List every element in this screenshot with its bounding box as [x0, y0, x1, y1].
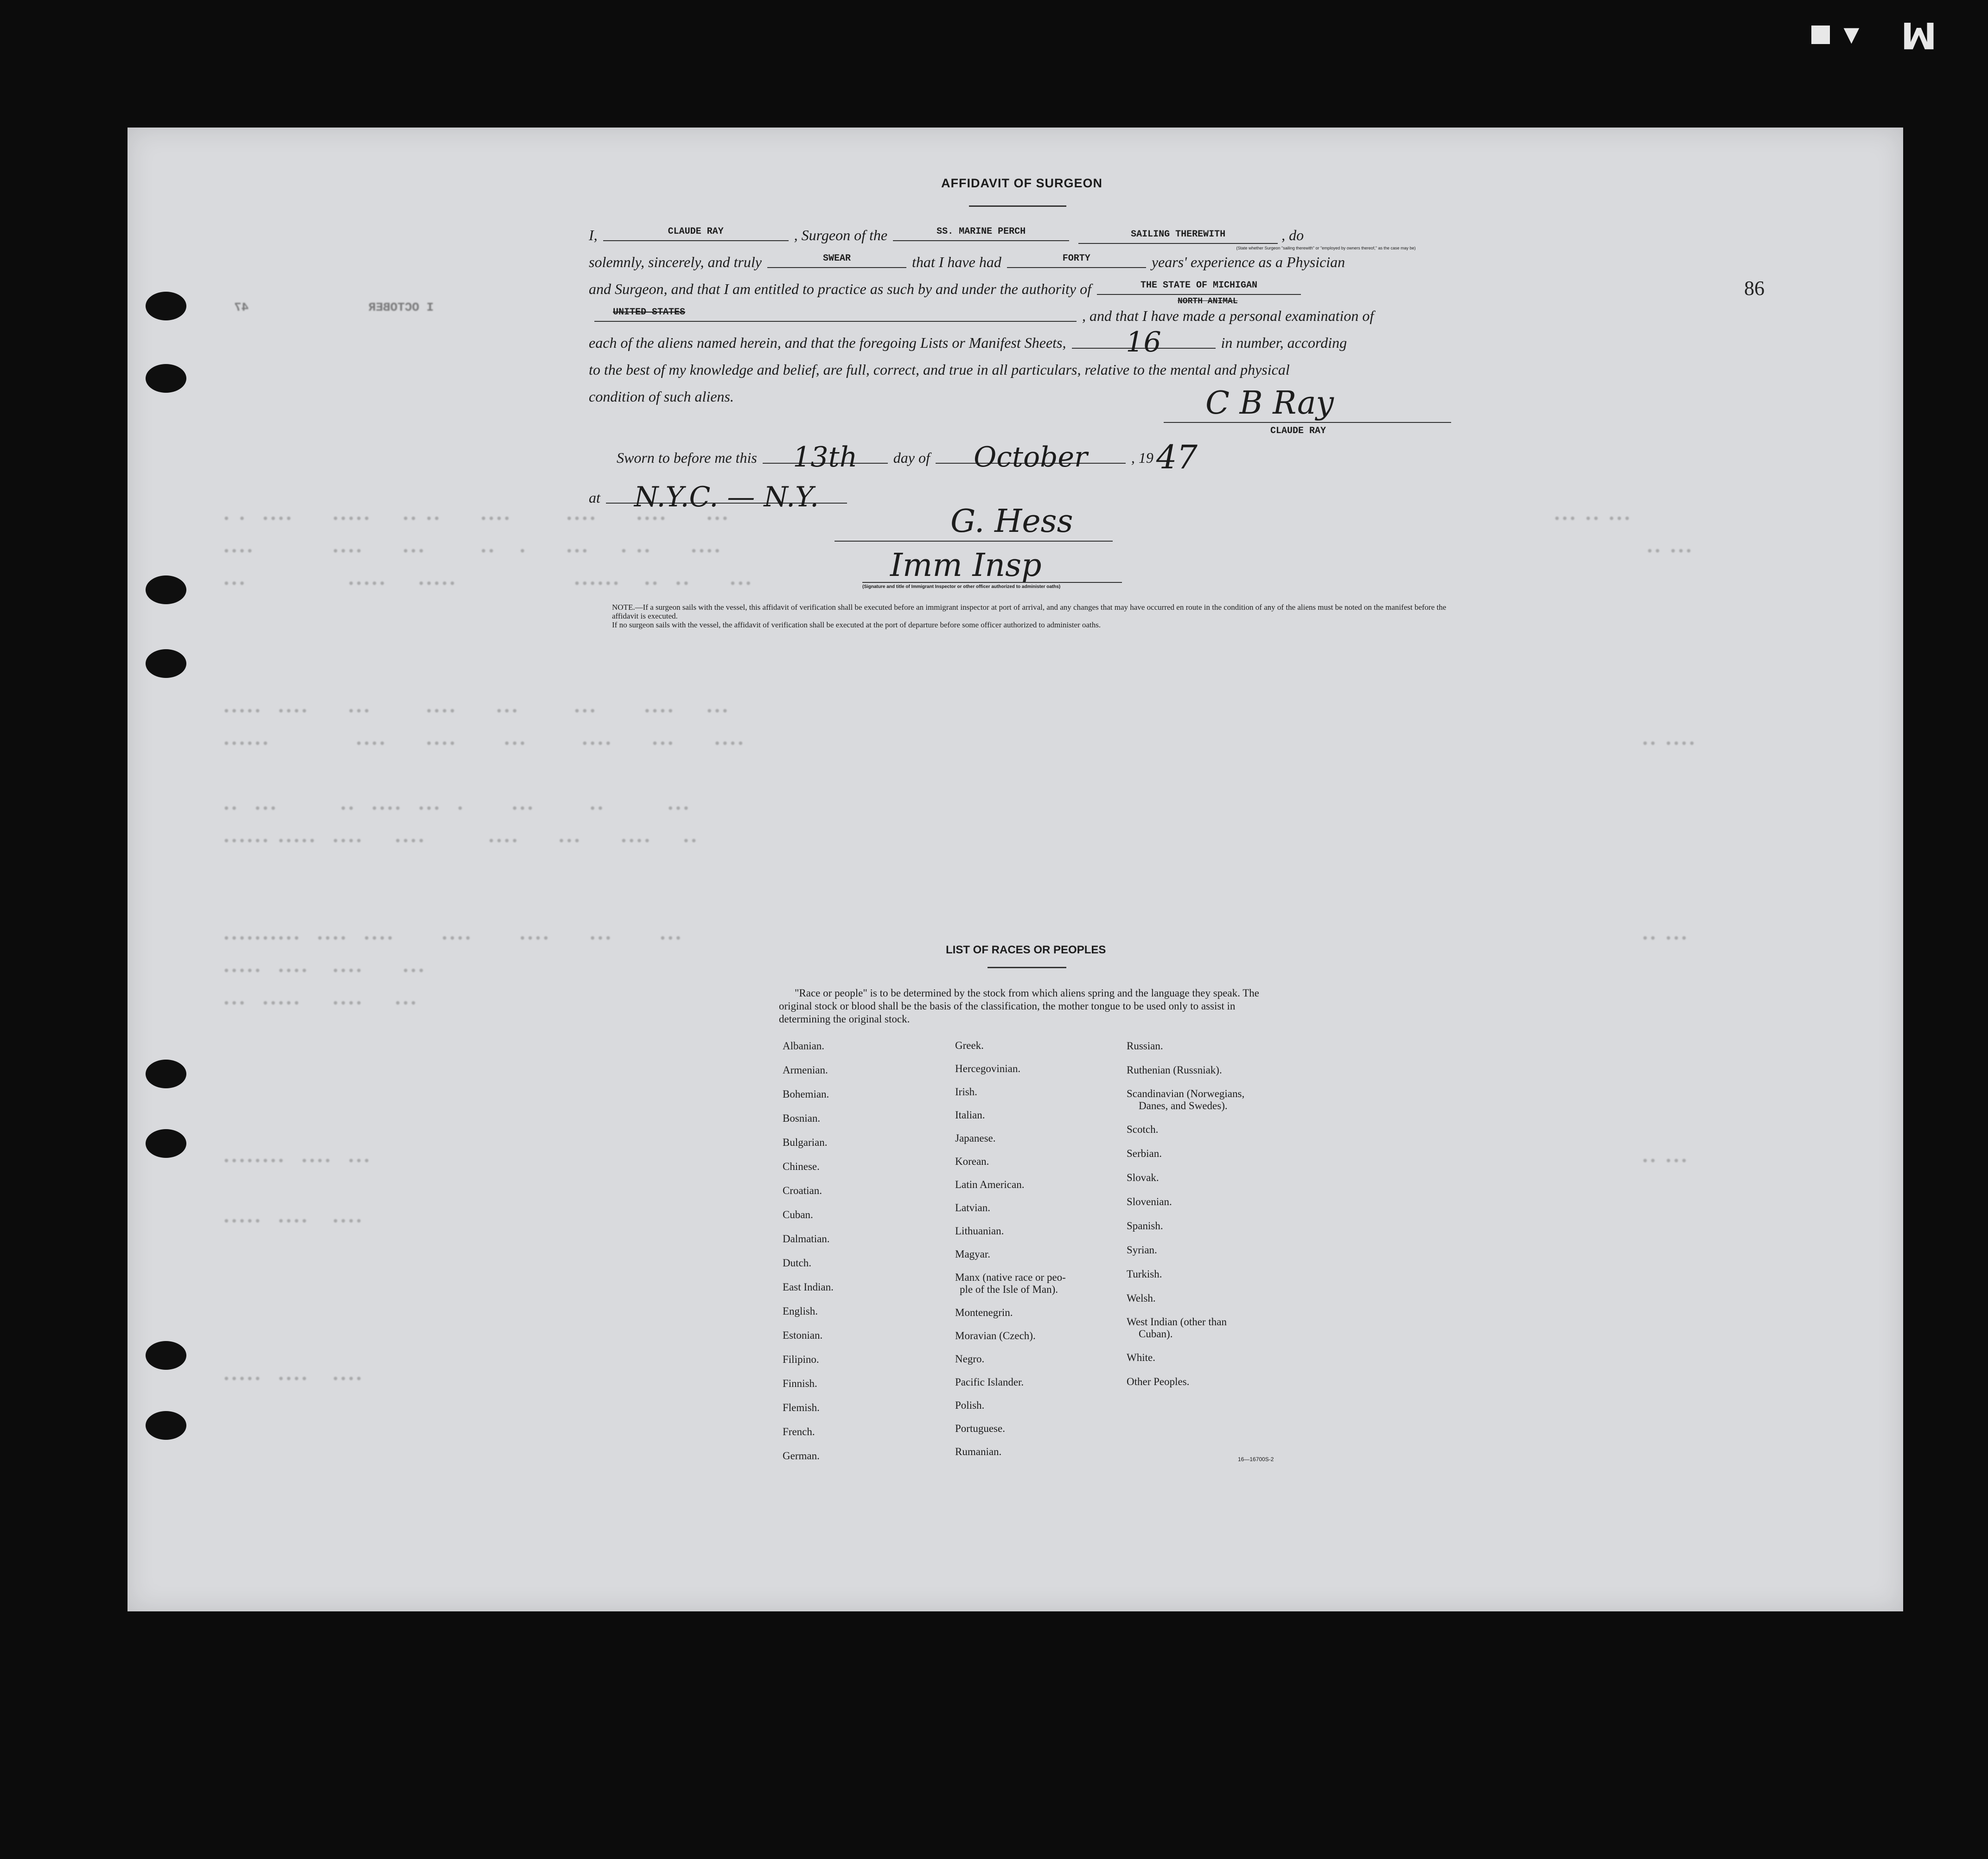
text: and Surgeon, and that I am entitled to practice as such by and under the authority of [589, 281, 1091, 297]
text: solemnly, sincerely, and truly [589, 254, 762, 270]
race-item: Dutch. [783, 1257, 811, 1269]
bleed-through-row: •••••••••• •••• •••• •••• •••• ••• ••• [223, 932, 682, 946]
punch-hole [146, 575, 186, 604]
race-item: Rumanian. [955, 1446, 1002, 1457]
races-rule [988, 967, 1066, 968]
race-item: Moravian (Czech). [955, 1330, 1036, 1342]
surgeon-name-field: CLAUDE RAY [603, 225, 789, 241]
note-label: NOTE. [612, 603, 635, 612]
bleed-through-row: •••••• •••• •••• ••• •••• ••• •••• [223, 737, 745, 752]
race-item: Spanish. [1127, 1220, 1163, 1232]
affidavit-line-2 [589, 245, 1451, 271]
bleed-through-row: •••• •••• ••• •• • ••• • •• •••• [223, 545, 721, 559]
race-item: Cuban. [783, 1209, 813, 1220]
race-item: Serbian. [1127, 1148, 1162, 1159]
bleed-through-row: ••••• •••• •••• [223, 1373, 363, 1387]
affidavit-note [612, 603, 1451, 629]
race-item: French. [783, 1426, 815, 1437]
race-item: Japanese. [955, 1132, 996, 1144]
year-field: 47 [1156, 438, 1198, 476]
text: day of [893, 449, 930, 466]
race-item: English. [783, 1305, 818, 1317]
text: in number, according [1221, 334, 1347, 351]
race-item: Italian. [955, 1109, 985, 1121]
bleed-through-row: ••• •• ••• [1553, 512, 1631, 527]
film-frame-marks [1811, 14, 1937, 56]
surgeon-printed-name: CLAUDE RAY [1270, 426, 1326, 436]
place-line [589, 480, 1451, 513]
race-item: Dalmatian. [783, 1233, 830, 1245]
inspector-signature-line [835, 541, 1113, 542]
races-column-2 [955, 1034, 1066, 1463]
race-item: Syrian. [1127, 1244, 1157, 1256]
mirrored-reverse-number: 47 [234, 300, 249, 314]
race-item: Slovenian. [1127, 1196, 1172, 1207]
sheets-count-field: 16 [1072, 333, 1216, 349]
mirrored-reverse-text: I OCTOBER [369, 300, 434, 314]
text: that I have had [911, 254, 1001, 270]
bleed-through-row: •• ••• [1641, 932, 1688, 946]
punch-hole [146, 1341, 186, 1370]
oath-field: SWEAR [767, 252, 906, 268]
inspector-signature: G. Hess [950, 503, 1073, 540]
bleed-through-row: ••••• •••• ••• •••• ••• ••• •••• ••• [223, 705, 729, 719]
struck-authority-field: UNITED STATES [594, 306, 1077, 322]
race-item: Albanian. [783, 1040, 825, 1052]
race-item: Korean. [955, 1156, 989, 1167]
punch-hole [146, 1129, 186, 1158]
sailing-field: SAILING THEREWITH [1078, 228, 1278, 244]
day-field: 13th [763, 448, 888, 464]
bleed-through-row: •• ••• [1646, 545, 1693, 559]
race-item: Turkish. [1127, 1268, 1162, 1280]
race-item: Estonian. [783, 1329, 823, 1341]
square-icon [1811, 26, 1830, 44]
race-item: Latvian. [955, 1202, 990, 1214]
bleed-through-row: ••• ••••• •••• ••• [223, 997, 418, 1011]
race-item: Lithuanian. [955, 1225, 1004, 1237]
race-item: Other Peoples. [1127, 1376, 1190, 1387]
race-item: Negro. [955, 1353, 985, 1365]
text: at [589, 489, 600, 506]
text: to the best of my knowledge and belief, are full, correct, and true in all particulars, relative to the mental and physical [589, 361, 1290, 378]
note-text-2: If no surgeon sails with the vessel, the affidavit of verification shall be executed at the port of departure before some officer authorized to administer oaths. [612, 620, 1101, 629]
affidavit-line-3 [589, 272, 1451, 298]
race-item: Pacific Islander. [955, 1376, 1024, 1388]
down-triangle-icon: ▼ [1843, 23, 1860, 46]
affidavit-line-1 [589, 218, 1451, 244]
bleed-through-row: •• ••• [1641, 1155, 1688, 1169]
race-item: Bulgarian. [783, 1137, 828, 1148]
sworn-line [617, 438, 1479, 476]
text: I, [589, 227, 598, 243]
note-text: —If a surgeon sails with the vessel, this affidavit of verification shall be executed before an immigrant inspector at port of arrival, and any changes that may have occurred en route in the condition of any of the aliens must be noted on the manifest before the affidavit is executed. [612, 603, 1446, 620]
bleed-through-row: •• ••• •• •••• ••• • ••• •• ••• [223, 802, 690, 817]
race-item: Polish. [955, 1399, 985, 1411]
form-code: 16—16700S-2 [1238, 1456, 1274, 1463]
affidavit-line-4 [589, 299, 1451, 325]
race-item: Danes, and Swedes). [1139, 1100, 1228, 1112]
text: years' experience as a Physician [1151, 254, 1345, 270]
bleed-through-row: • • •••• ••••• •• •• •••• •••• •••• ••• [223, 512, 729, 527]
race-item: Finnish. [783, 1378, 817, 1389]
race-item: Ruthenian (Russniak). [1127, 1064, 1222, 1076]
race-item: Scandinavian (Norwegians, [1127, 1088, 1245, 1099]
bleed-through-row: •••••••• •••• ••• [223, 1155, 371, 1169]
inspector-caption: (Signature and title of Immigrant Inspector or other officer authorized to administer oaths) [862, 584, 1061, 589]
affidavit-title: AFFIDAVIT OF SURGEON [941, 176, 1102, 190]
text: , do [1281, 227, 1304, 243]
punch-hole [146, 292, 186, 320]
affidavit-line-5 [589, 326, 1451, 358]
authority-field: THE STATE OF MICHIGAN [1097, 279, 1301, 295]
inspector-title-line [862, 582, 1122, 583]
race-item: Slovak. [1127, 1172, 1159, 1183]
frame-letter: M [1901, 14, 1937, 56]
vessel-field: SS. MARINE PERCH [893, 225, 1069, 241]
race-item: Magyar. [955, 1248, 991, 1260]
race-item: Manx (native race or peo- [955, 1271, 1066, 1283]
bleed-through-row: ••• ••••• ••••• •••••• •• •• ••• [223, 577, 752, 592]
title-rule [969, 205, 1066, 207]
struck-text: NORTH ANIMAL [1178, 297, 1238, 306]
punch-hole [146, 1060, 186, 1088]
race-item: Greek. [955, 1040, 984, 1051]
text: , Surgeon of the [794, 227, 888, 243]
page-number: 86 [1744, 277, 1765, 300]
text: condition of such aliens. [589, 388, 734, 405]
race-item: Hercegovinian. [955, 1063, 1021, 1074]
sailing-instruction: (State whether Surgeon "sailing therewith" or "employed by owners thereof," as the case may be) [1236, 246, 1416, 250]
race-item: Irish. [955, 1086, 977, 1098]
punch-hole [146, 364, 186, 393]
race-item: Armenian. [783, 1064, 828, 1076]
races-column-3 [1127, 1034, 1244, 1394]
bleed-through-row: ••••• •••• •••• [223, 1215, 363, 1229]
punch-hole [146, 1411, 186, 1440]
text: , and that I have made a personal examination of [1082, 307, 1374, 324]
race-item: Latin American. [955, 1179, 1025, 1190]
race-item: Filipino. [783, 1354, 819, 1365]
race-item: Croatian. [783, 1185, 822, 1196]
race-item: White. [1127, 1352, 1155, 1363]
bleed-through-row: •••••• ••••• •••• •••• •••• ••• •••• •• [223, 835, 698, 849]
place-field: N.Y.C. — N.Y. [606, 488, 847, 504]
race-item: ple of the Isle of Man). [960, 1284, 1058, 1295]
month-field: October [936, 448, 1126, 464]
text: each of the aliens named herein, and that the foregoing Lists or Manifest Sheets, [589, 334, 1066, 351]
bleed-through-row: •• •••• [1641, 737, 1696, 752]
race-item: Bohemian. [783, 1088, 829, 1100]
punch-hole [146, 649, 186, 678]
surgeon-signature: C B Ray [1205, 385, 1334, 422]
race-item: East Indian. [783, 1281, 834, 1293]
affidavit-line-6 [589, 352, 1451, 378]
race-item: Portuguese. [955, 1423, 1005, 1434]
inspector-title-signature: Imm Insp [890, 547, 1042, 584]
race-item: Cuban). [1139, 1328, 1173, 1340]
text: , 19 [1131, 449, 1153, 466]
races-intro: "Race or people" is to be determined by the stock from which aliens spring and the language they speak. The original stock or blood shall be the basis of the classification, the mother tongue to be used only to assist in determining the original stock. [779, 987, 1259, 1025]
race-item: Welsh. [1127, 1292, 1156, 1304]
race-item: West Indian (other than [1127, 1316, 1227, 1328]
race-item: Chinese. [783, 1161, 820, 1172]
race-item: Flemish. [783, 1402, 820, 1413]
text: Sworn to before me this [617, 449, 757, 466]
surgeon-signature-line [1164, 422, 1451, 423]
bleed-through-row: ••••• •••• •••• ••• [223, 965, 425, 979]
race-item: Bosnian. [783, 1112, 821, 1124]
race-item: Scotch. [1127, 1124, 1159, 1135]
race-item: Montenegrin. [955, 1307, 1013, 1318]
races-title: LIST OF RACES OR PEOPLES [946, 944, 1106, 956]
race-item: Russian. [1127, 1040, 1163, 1052]
race-item: German. [783, 1450, 820, 1462]
races-column-1 [783, 1034, 834, 1468]
years-field: FORTY [1007, 252, 1146, 268]
